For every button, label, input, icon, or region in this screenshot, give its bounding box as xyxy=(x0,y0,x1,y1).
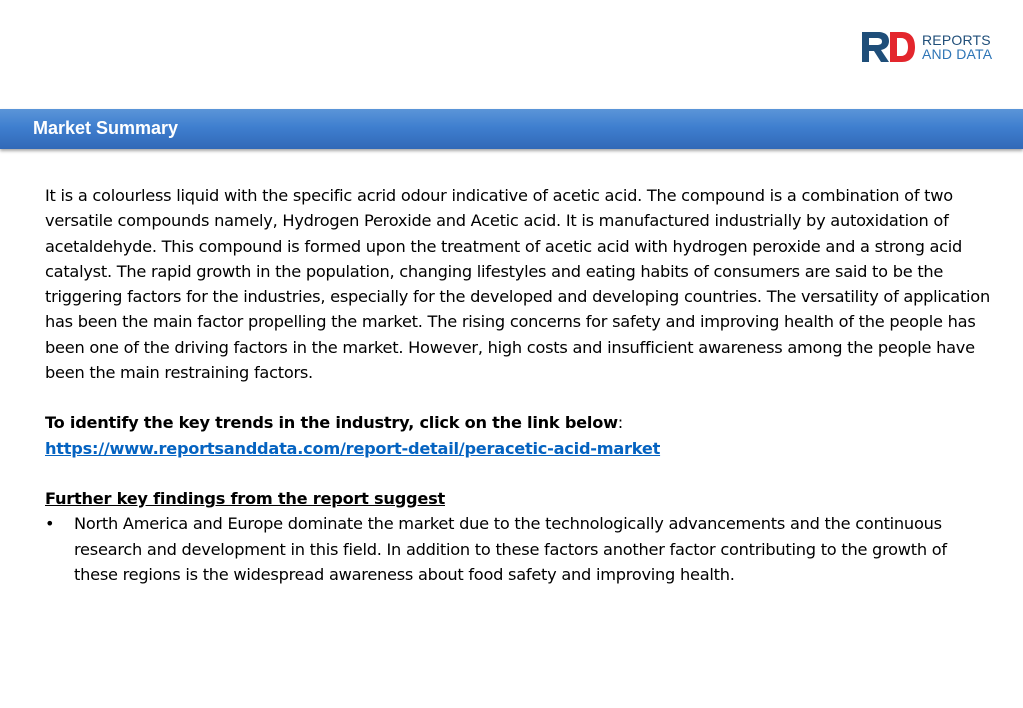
cta-separator: : xyxy=(617,413,623,433)
summary-paragraph: It is a colourless liquid with the specific acrid odour indicative of acetic acid. The compound is a combination of two versatile compounds namely, Hydrogen Peroxide and Acetic acid. It is manufactured industrially by autoxidation of acetaldehyde. This compound is formed upon the treatment of acetic acid with hydrogen peroxide and a strong acid catalyst. The rapid growth in the population, changing lifestyles and eating habits of consumers are said to be the triggering factors for the industries, especially for the developed and developing countries. The versatility of application has been the main factor propelling the market. The rising concerns for safety and improving health of the people has been one of the driving factors in the market. However, high costs and insufficient awareness among the people have been the main restraining factors. xyxy=(45,186,990,383)
finding-text: North America and Europe dominate the market due to the technologically advancements and the continuous research and development in this field. In addition to these factors another factor contributing to the growth of these regions is the widespread awareness about food safety and improving health. xyxy=(74,514,947,584)
cta-line xyxy=(45,410,990,461)
section-banner xyxy=(0,109,1023,149)
cta-lead: To identify the key trends in the industry, click on the link below xyxy=(45,413,618,433)
rd-logo-icon xyxy=(860,30,916,64)
report-link[interactable]: https://www.reportsanddata.com/report-detail/peracetic-acid-market xyxy=(45,438,661,458)
brand-wordmark xyxy=(922,33,992,61)
list-item xyxy=(45,511,990,587)
brand-logo xyxy=(860,30,992,64)
main-content xyxy=(45,183,990,587)
section-title: Market Summary xyxy=(33,118,179,138)
findings-list xyxy=(45,511,990,587)
findings-heading: Further key findings from the report suggest xyxy=(45,488,445,508)
bullet-glyph: • xyxy=(45,514,55,534)
brand-line-2: AND DATA xyxy=(922,46,993,62)
brand-line-1: REPORTS xyxy=(922,32,991,48)
